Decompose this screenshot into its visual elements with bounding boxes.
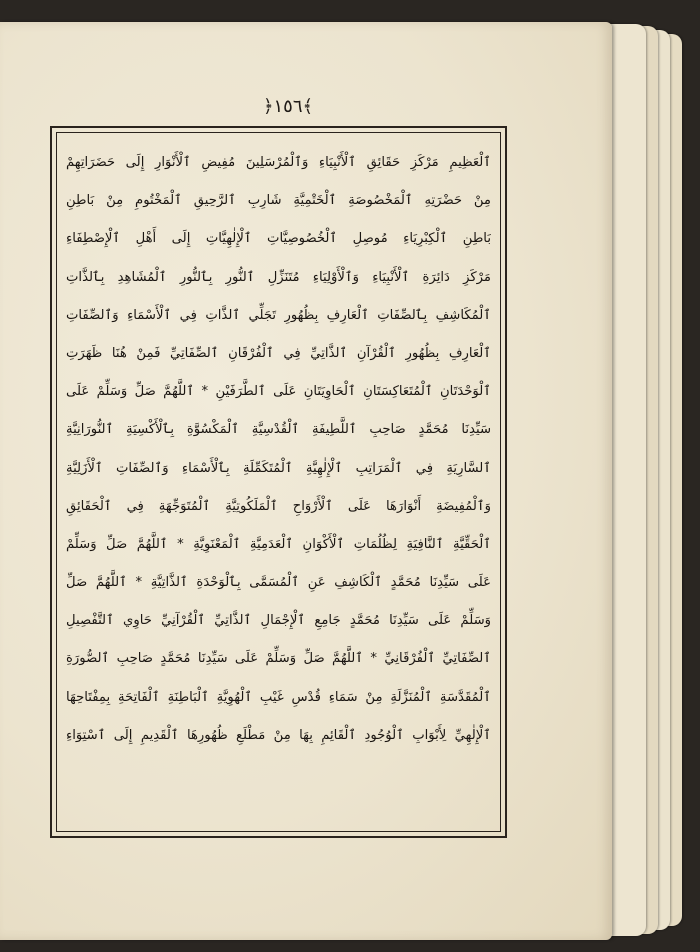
text-line: وَسَلِّمْ عَلَى سَيِّدِنَا مُحَمَّدٍ جَامِعِ ٱلْإِجْمَالِ ٱلذَّاتِيِّ ٱلْقُرْآنِيِّ حَاوِي ٱلتَّفْصِيلِ [66,613,491,629]
text-line: وَٱلْمُفِيضَةِ أَنْوَارَهَا عَلَى ٱلْأَرْوَاحِ ٱلْمَلَكُوتِيَّةِ ٱلْمُتَوَجِّهَةِ فِي ٱلْحَقَائِقِ [66,498,491,514]
text-line: ٱلْعَارِفِ بِظُهُورِ ٱلْقُرْآنِ ٱلذَّاتِيِّ فِي ٱلْفُرْقَانِ ٱلصِّفَاتِيِّ فَمِنْ هُنَا ظَهَرَتِ [66,345,491,361]
text-line: ٱلْحَقِّيَّةِ ٱلنَّافِيَةِ لِظُلُمَاتِ ٱلْأَكْوَانِ ٱلْعَدَمِيَّةِ ٱلْمَعْنَوِيَّةِ * ٱللَّهُمَّ صَلِّ وَسَلِّمْ [66,536,491,552]
text-line: مَرْكَزِ دَائِرَةِ ٱلْأَنْبِيَاءِ وَٱلْأَوْلِيَاءِ مُتَنَزِّلِ ٱلنُّورِ بِٱلنُّورِ ٱلْمُشَاهِدِ بِٱلذَّاتِ [66,269,491,285]
text-line: ٱلْوَحْدَتَانِ ٱلْمُتَعَاكِسَتَانِ ٱلْحَاوِيَتَانِ عَلَى ٱلطَّرَفَيْنِ * ٱللَّهُمَّ صَلِّ وَسَلِّمْ عَلَى [66,384,491,400]
text-line: عَلَى سَيِّدِنَا مُحَمَّدٍ ٱلْكَاشِفِ عَنِ ٱلْمُسَمَّى بِٱلْوَحْدَةِ ٱلذَّاتِيَّةِ * ٱللَّهُمَّ صَلِّ [66,575,491,591]
text-line: ٱلسَّارِيَةِ فِي ٱلْمَرَاتِبِ ٱلْإِلٰهِيَّةِ ٱلْمُتَكَمِّلَةِ بِٱلْأَسْمَاءِ وَٱلصِّفَاتِ ٱلْأَزَلِيَّةِ [66,460,491,476]
text-block [66,144,491,824]
page-number: ﴿١٥٦﴾ [262,96,314,117]
text-line: ٱلْإِلٰهِيِّ لِأَبْوَابِ ٱلْوُجُودِ ٱلْقَائِمِ بِهَا مِنْ مَطْلَعِ ظُهُورِهَا ٱلْقَدِيمِ إِلَى ٱسْتِوَاءِ [66,727,491,743]
text-line: ٱلصِّفَاتِيِّ ٱلْفُرْقَانِيِّ * ٱللَّهُمَّ صَلِّ وَسَلِّمْ عَلَى سَيِّدِنَا مُحَمَّدٍ صَاحِبِ ٱلصُّورَةِ [66,651,491,667]
text-line: سَيِّدِنَا مُحَمَّدٍ صَاحِبِ ٱللَّطِيفَةِ ٱلْقُدْسِيَّةِ ٱلْمَكْسُوَّةِ بِٱلْأَكْسِيَةِ ٱلنُّورَانِيَّةِ [66,422,491,438]
text-line: ٱلْمُكَاشِفِ بِٱلصِّفَاتِ ٱلْعَارِفِ بِظُهُورِ تَجَلِّي ٱلذَّاتِ فِي ٱلْأَسْمَاءِ وَٱلصِّفَاتِ [66,307,491,323]
text-frame [50,126,507,838]
text-line: بَاطِنِ ٱلْكِبْرِيَاءِ مُوصِلِ ٱلْخُصُوصِيَّاتِ ٱلْإِلٰهِيَّاتِ إِلَى أَهْلِ ٱلْإِصْطِفَاءِ [66,231,491,247]
text-line: ٱلْعَظِيمِ مَرْكَزِ حَقَائِقِ ٱلْأَنْبِيَاءِ وَٱلْمُرْسَلِينَ مُفِيضِ ٱلْأَنْوَارِ إِلَى حَضَرَاتِهِمْ [66,155,491,170]
text-line: ٱلْمُقَدَّسَةِ ٱلْمُنَزَّلَةِ مِنْ سَمَاءِ قُدْسِ غَيْبِ ٱلْهُوِيَّةِ ٱلْبَاطِنَةِ ٱلْفَاتِحَةِ بِمِفْتَاحِهَا [66,689,491,705]
book-page [0,22,612,940]
text-line: مِنْ حَضْرَتِهِ ٱلْمَخْصُوصَةِ ٱلْخَتْمِيَّةِ شَارِبِ ٱلرَّحِيقِ ٱلْمَخْتُومِ مِنْ بَاطِنِ [66,193,491,209]
